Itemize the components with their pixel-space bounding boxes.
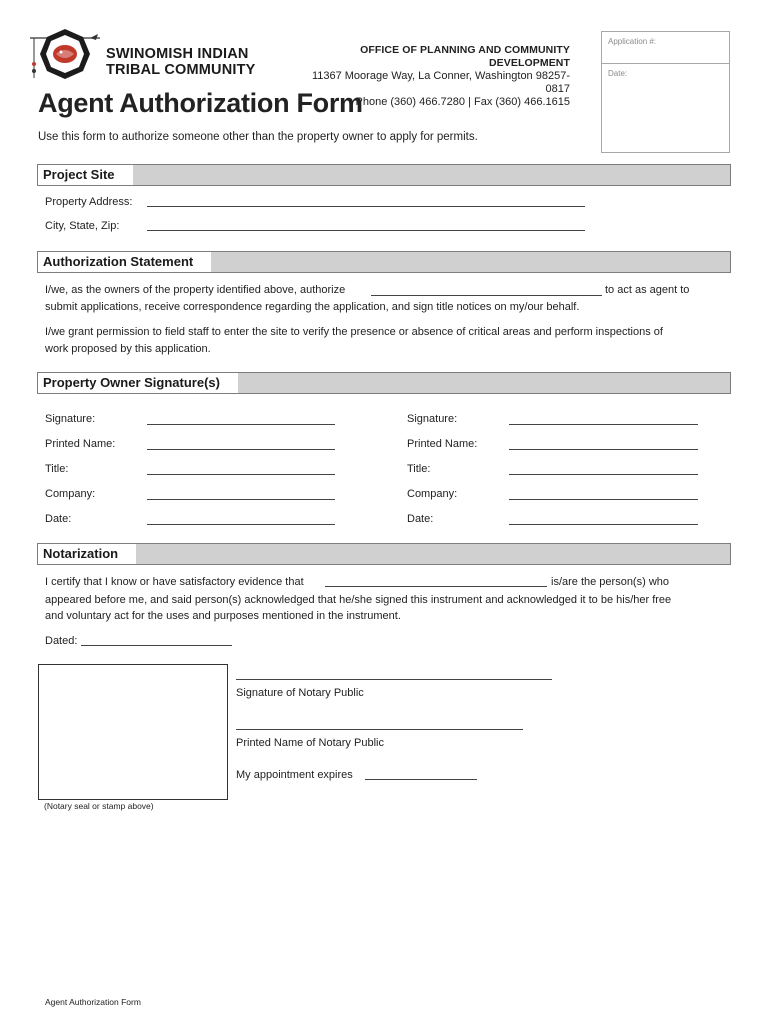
appointment-expires-label: My appointment expires (236, 769, 353, 781)
owner2-signature-field[interactable] (509, 424, 698, 425)
agent-name-field[interactable] (371, 295, 602, 296)
application-number-label: Application #: (608, 37, 657, 46)
signer-name-field[interactable] (325, 586, 547, 587)
page-subtitle: Use this form to authorize someone other than the property owner to apply for permits. (38, 131, 478, 143)
authorization-text-line2: submit applications, receive correspondence regarding the application, and sign title notices on my/our behalf. (45, 301, 580, 313)
notary-printed-name-field[interactable] (236, 729, 523, 730)
authorization-text-start: I/we, as the owners of the property identified above, authorize (45, 284, 346, 296)
notary-printed-name-label: Printed Name of Notary Public (236, 737, 384, 749)
notary-seal-box[interactable] (38, 664, 228, 800)
certify-text-end: is/are the person(s) who (551, 576, 669, 588)
section-owner-signatures (37, 372, 731, 394)
owner1-title-field[interactable] (147, 474, 335, 475)
owner2-date-field[interactable] (509, 524, 698, 525)
owner2-title-label: Title: (407, 463, 431, 475)
owner1-date-field[interactable] (147, 524, 335, 525)
owner1-signature-field[interactable] (147, 424, 335, 425)
certify-text-line2: appeared before me, and said person(s) acknowledged that he/she signed this instrument and acknowledged it to be his/her free (45, 594, 672, 606)
property-address-label: Property Address: (45, 196, 133, 208)
authorization-text-end: to act as agent to (605, 284, 690, 296)
tribal-logo (28, 24, 102, 84)
tribe-name-line1: SWINOMISH INDIAN (106, 46, 249, 62)
owner1-date-label: Date: (45, 513, 72, 525)
permission-text-line2: work proposed by this application. (45, 343, 211, 355)
section-authorization (37, 251, 731, 273)
notary-signature-label: Signature of Notary Public (236, 687, 364, 699)
application-number-field[interactable] (602, 32, 729, 64)
certify-text-line3: and voluntary act for the uses and purposes mentioned in the instrument. (45, 610, 401, 622)
owner1-signature-label: Signature: (45, 413, 96, 425)
owner2-printed-name-label: Printed Name: (407, 438, 478, 450)
permission-text-line1: I/we grant permission to field staff to enter the site to verify the presence or absence of critical areas and perform inspections of (45, 326, 663, 338)
office-date-label: Date: (608, 69, 628, 78)
city-state-zip-field[interactable] (147, 230, 585, 231)
owner1-printed-name-label: Printed Name: (45, 438, 116, 450)
section-heading-owner-signatures: Property Owner Signature(s) (38, 373, 238, 393)
section-project-site (37, 164, 731, 186)
section-heading-authorization: Authorization Statement (38, 252, 211, 272)
tribe-name (106, 46, 256, 78)
tribe-name-line2: TRIBAL COMMUNITY (106, 62, 256, 78)
appointment-expires-field[interactable] (365, 779, 477, 780)
office-use-box (601, 31, 730, 153)
owner2-title-field[interactable] (509, 474, 698, 475)
section-heading-notarization: Notarization (38, 544, 136, 564)
page-footer: Agent Authorization Form (45, 997, 141, 1007)
office-address: 11367 Moorage Way, La Conner, Washington 98257-0817 (311, 70, 570, 95)
property-address-field[interactable] (147, 206, 585, 207)
owner2-date-label: Date: (407, 513, 434, 525)
owner1-printed-name-field[interactable] (147, 449, 335, 450)
page-title: Agent Authorization Form (38, 88, 363, 118)
city-state-zip-label: City, State, Zip: (45, 220, 120, 232)
section-heading-project-site: Project Site (38, 165, 133, 185)
notary-seal-caption: (Notary seal or stamp above) (44, 801, 154, 811)
owner2-company-field[interactable] (509, 499, 698, 500)
owner1-company-label: Company: (45, 488, 96, 500)
owner1-company-field[interactable] (147, 499, 335, 500)
dated-label: Dated: (45, 635, 78, 647)
office-phone: Phone (360) 466.7280 | Fax (360) 466.1615 (355, 96, 570, 108)
owner2-printed-name-field[interactable] (509, 449, 698, 450)
notary-signature-field[interactable] (236, 679, 552, 680)
office-name: OFFICE OF PLANNING AND COMMUNITY DEVELOPMENT (360, 44, 570, 69)
owner2-signature-label: Signature: (407, 413, 458, 425)
section-notarization (37, 543, 731, 565)
dated-field[interactable] (81, 645, 232, 646)
owner2-company-label: Company: (407, 488, 458, 500)
owner1-title-label: Title: (45, 463, 69, 475)
certify-text-start: I certify that I know or have satisfactory evidence that (45, 576, 304, 588)
